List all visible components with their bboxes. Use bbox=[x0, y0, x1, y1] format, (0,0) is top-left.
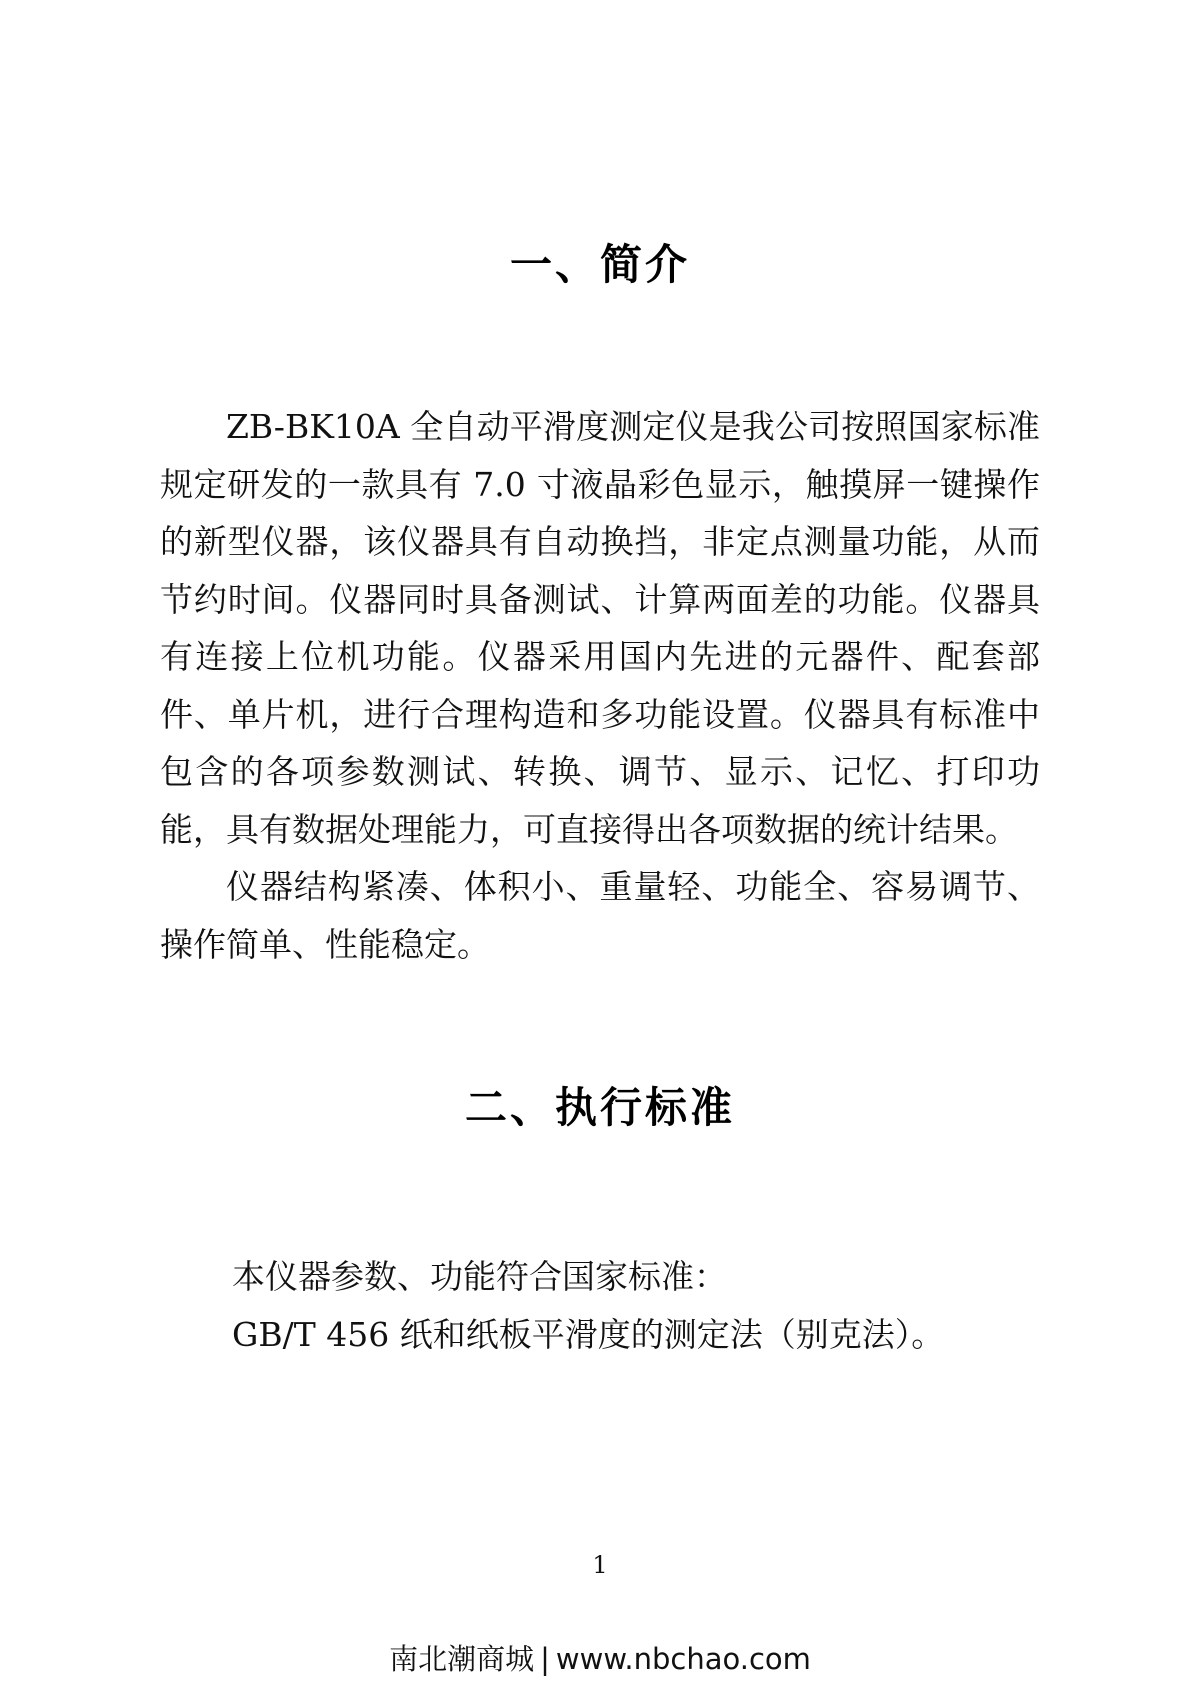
watermark-site-name: 南北潮商城 bbox=[389, 1642, 535, 1676]
section-heading-standard: 二、执行标准 bbox=[464, 1083, 735, 1132]
watermark bbox=[0, 1637, 1200, 1678]
intro-section bbox=[160, 398, 1040, 973]
standard-reference-line: GB/T 456 纸和纸板平滑度的测定法（别克法）。 bbox=[232, 1314, 945, 1354]
section-heading-intro: 一、简介 bbox=[509, 240, 690, 289]
page-number: 1 bbox=[592, 1551, 608, 1579]
standard-section bbox=[160, 1248, 1040, 1363]
intro-paragraph-2: 仪器结构紧凑、体积小、重量轻、功能全、容易调节、操作简单、性能稳定。 bbox=[160, 867, 1040, 964]
intro-paragraph-1: ZB-BK10A 全自动平滑度测定仪是我公司按照国家标准规定研发的一款具有 7.0 寸液晶彩色显示，触摸屏一键操作的新型仪器，该仪器具有自动换挡，非定点测量功能，从而节约时间。仪器同时具备测试、计算两面差的功能。仪器具有连接上位机功能。仪器采用国内先进的元器件、配套部件、单片机，进行合理构造和多功能设置。仪器具有标准中包含的各项参数测试、转换、调节、显示、记忆、打印功能，具有数据处理能力，可直接得出各项数据的统计结果。 bbox=[160, 407, 1040, 849]
watermark-url: www.nbchao.com bbox=[555, 1642, 811, 1676]
watermark-separator: | bbox=[540, 1642, 550, 1676]
standard-intro-line: 本仪器参数、功能符合国家标准： bbox=[232, 1257, 727, 1296]
